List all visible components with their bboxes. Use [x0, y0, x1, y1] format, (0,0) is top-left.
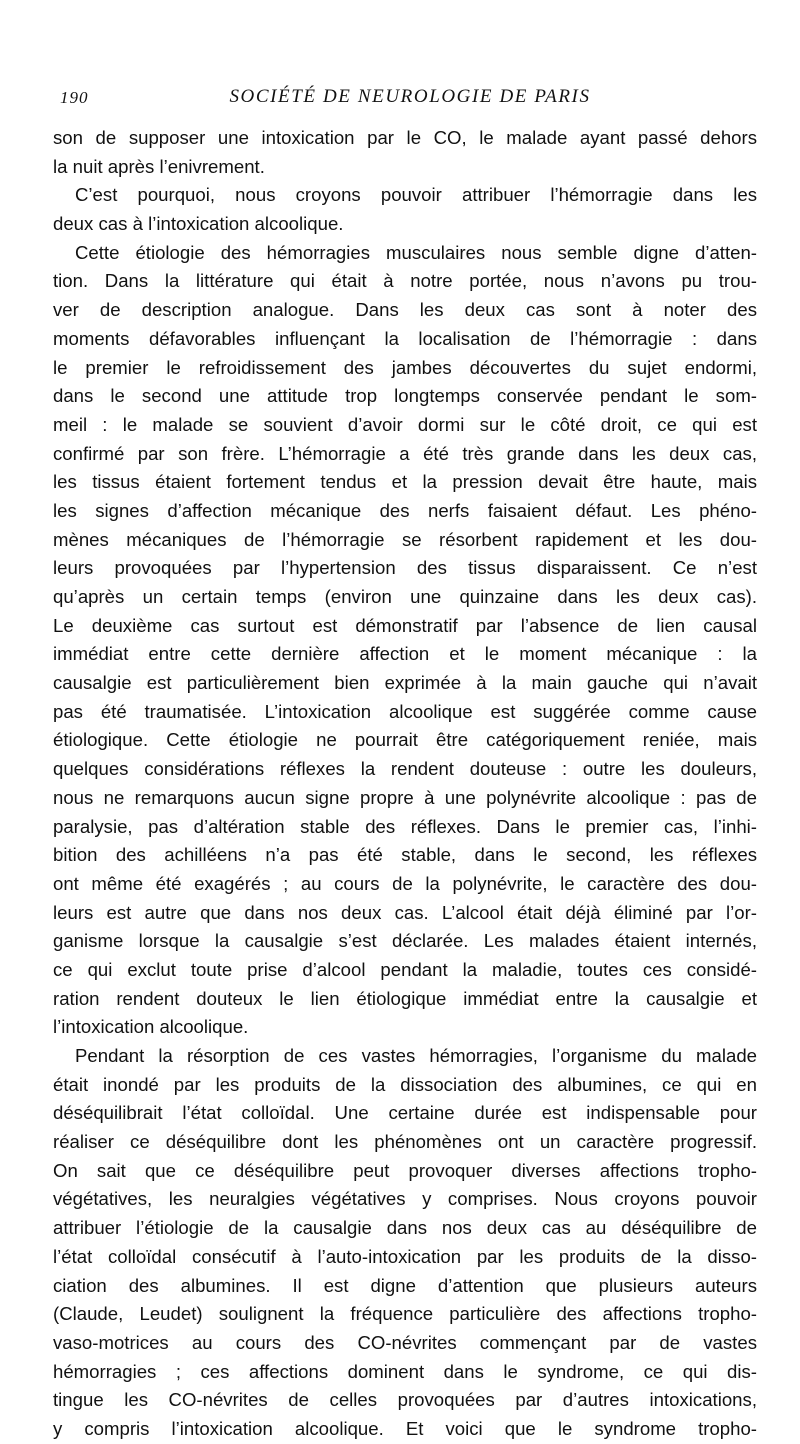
- text-line: tion. Dans la littérature qui était à notre portée, nous n’avons pu trou-: [53, 270, 757, 292]
- text-line: ver de description analogue. Dans les deux cas sont à noter des: [53, 299, 757, 321]
- text-line: les signes d’affection mécanique des nerfs faisaient défaut. Les phéno-: [53, 499, 757, 521]
- text-line: immédiat entre cette dernière affection et le moment mécanique : la: [53, 643, 757, 665]
- text-line: déséquilibrait l’état colloïdal. Une certaine durée est indispensable pour: [53, 1102, 757, 1124]
- text-line: tingue les CO-névrites de celles provoquées par d’autres intoxications,: [53, 1389, 757, 1411]
- text-line: ce qui exclut toute prise d’alcool pendant la maladie, toutes ces considé-: [53, 958, 757, 980]
- text-line: attribuer l’étiologie de la causalgie dans nos deux cas au déséquilibre de: [53, 1217, 757, 1239]
- text-line: ciation des albumines. Il est digne d’attention que plusieurs auteurs: [53, 1274, 757, 1296]
- text-line: mènes mécaniques de l’hémorragie se résorbent rapidement et les dou-: [53, 528, 757, 550]
- text-line: leurs provoquées par l’hypertension des tissus disparaissent. Ce n’est: [53, 557, 757, 579]
- text-line: son de supposer une intoxication par le CO, le malade ayant passé dehors: [53, 127, 757, 148]
- text-line: y compris l’intoxication alcoolique. Et voici que le syndrome tropho-: [53, 1417, 757, 1439]
- text-line: dans le second une attitude trop longtemps conservée pendant le som-: [53, 385, 757, 407]
- text-line: végétatives, les neuralgies végétatives y comprises. Nous croyons pouvoir: [53, 1188, 757, 1210]
- text-line: On sait que ce déséquilibre peut provoquer diverses affections tropho-: [53, 1159, 757, 1181]
- text-line: Le deuxième cas surtout est démonstratif par l’absence de lien causal: [53, 614, 757, 636]
- text-line: réaliser ce déséquilibre dont les phénomènes ont un caractère progressif.: [53, 1131, 757, 1153]
- text-line: pas été traumatisée. L’intoxication alcoolique est suggérée comme cause: [53, 700, 757, 722]
- text-line: ration rendent douteux le lien étiologique immédiat entre la causalgie et: [53, 987, 757, 1009]
- text-line: bition des achilléens n’a pas été stable, dans le second, les réflexes: [53, 844, 757, 866]
- text-line: deux cas à l’intoxication alcoolique.: [53, 213, 344, 235]
- page-number: 190: [60, 88, 89, 107]
- text-line: les tissus étaient fortement tendus et la pression devait être haute, mais: [53, 471, 757, 493]
- text-line: ganisme lorsque la causalgie s’est déclarée. Les malades étaient internés,: [53, 930, 757, 952]
- text-line: C’est pourquoi, nous croyons pouvoir attribuer l’hémorragie dans les: [75, 184, 757, 206]
- text-line: la nuit après l’enivrement.: [53, 155, 265, 177]
- body-text: [53, 124, 757, 1444]
- text-line: paralysie, pas d’altération stable des réflexes. Dans le premier cas, l’inhi-: [53, 815, 757, 837]
- text-line: (Claude, Leudet) soulignent la fréquence particulière des affections tropho-: [53, 1303, 757, 1325]
- text-line: hémorragies ; ces affections dominent dans le syndrome, ce qui dis-: [53, 1360, 757, 1382]
- text-line: meil : le malade se souvient d’avoir dormi sur le côté droit, ce qui est: [53, 413, 757, 435]
- text-line: vaso-motrices au cours des CO-névrites commençant par de vastes: [53, 1331, 757, 1353]
- text-line: qu’après un certain temps (environ une quinzaine dans les deux cas).: [53, 586, 757, 607]
- text-line: le premier le refroidissement des jambes découvertes du sujet endormi,: [53, 356, 757, 378]
- text-line: causalgie est particulièrement bien exprimée à la main gauche qui n’avait: [53, 672, 757, 694]
- text-line: Cette étiologie des hémorragies musculaires nous semble digne d’atten-: [75, 241, 757, 263]
- page-header: [60, 78, 760, 118]
- text-line: était inondé par les produits de la dissociation des albumines, ce qui en: [53, 1073, 757, 1095]
- text-line: nous ne remarquons aucun signe propre à une polynévrite alcoolique : pas de: [53, 786, 757, 808]
- running-head: SOCIÉTÉ DE NEUROLOGIE DE PARIS: [229, 86, 591, 107]
- text-line: l’état colloïdal consécutif à l’auto-intoxication par les produits de la disso-: [53, 1245, 757, 1267]
- text-line: quelques considérations réflexes la rendent douteuse : outre les douleurs,: [53, 758, 757, 780]
- text-line: moments défavorables influençant la localisation de l’hémorragie : dans: [53, 327, 757, 349]
- text-line: ont même été exagérés ; au cours de la polynévrite, le caractère des dou-: [53, 872, 757, 894]
- text-line: leurs est autre que dans nos deux cas. L’alcool était déjà éliminé par l’or-: [53, 901, 757, 923]
- text-line: étiologique. Cette étiologie ne pourrait être catégoriquement reniée, mais: [53, 729, 757, 751]
- text-line: confirmé par son frère. L’hémorragie a été très grande dans les deux cas,: [53, 442, 757, 464]
- text-line: Pendant la résorption de ces vastes hémorragies, l’organisme du malade: [75, 1045, 757, 1066]
- text-line: l’intoxication alcoolique.: [53, 1016, 249, 1038]
